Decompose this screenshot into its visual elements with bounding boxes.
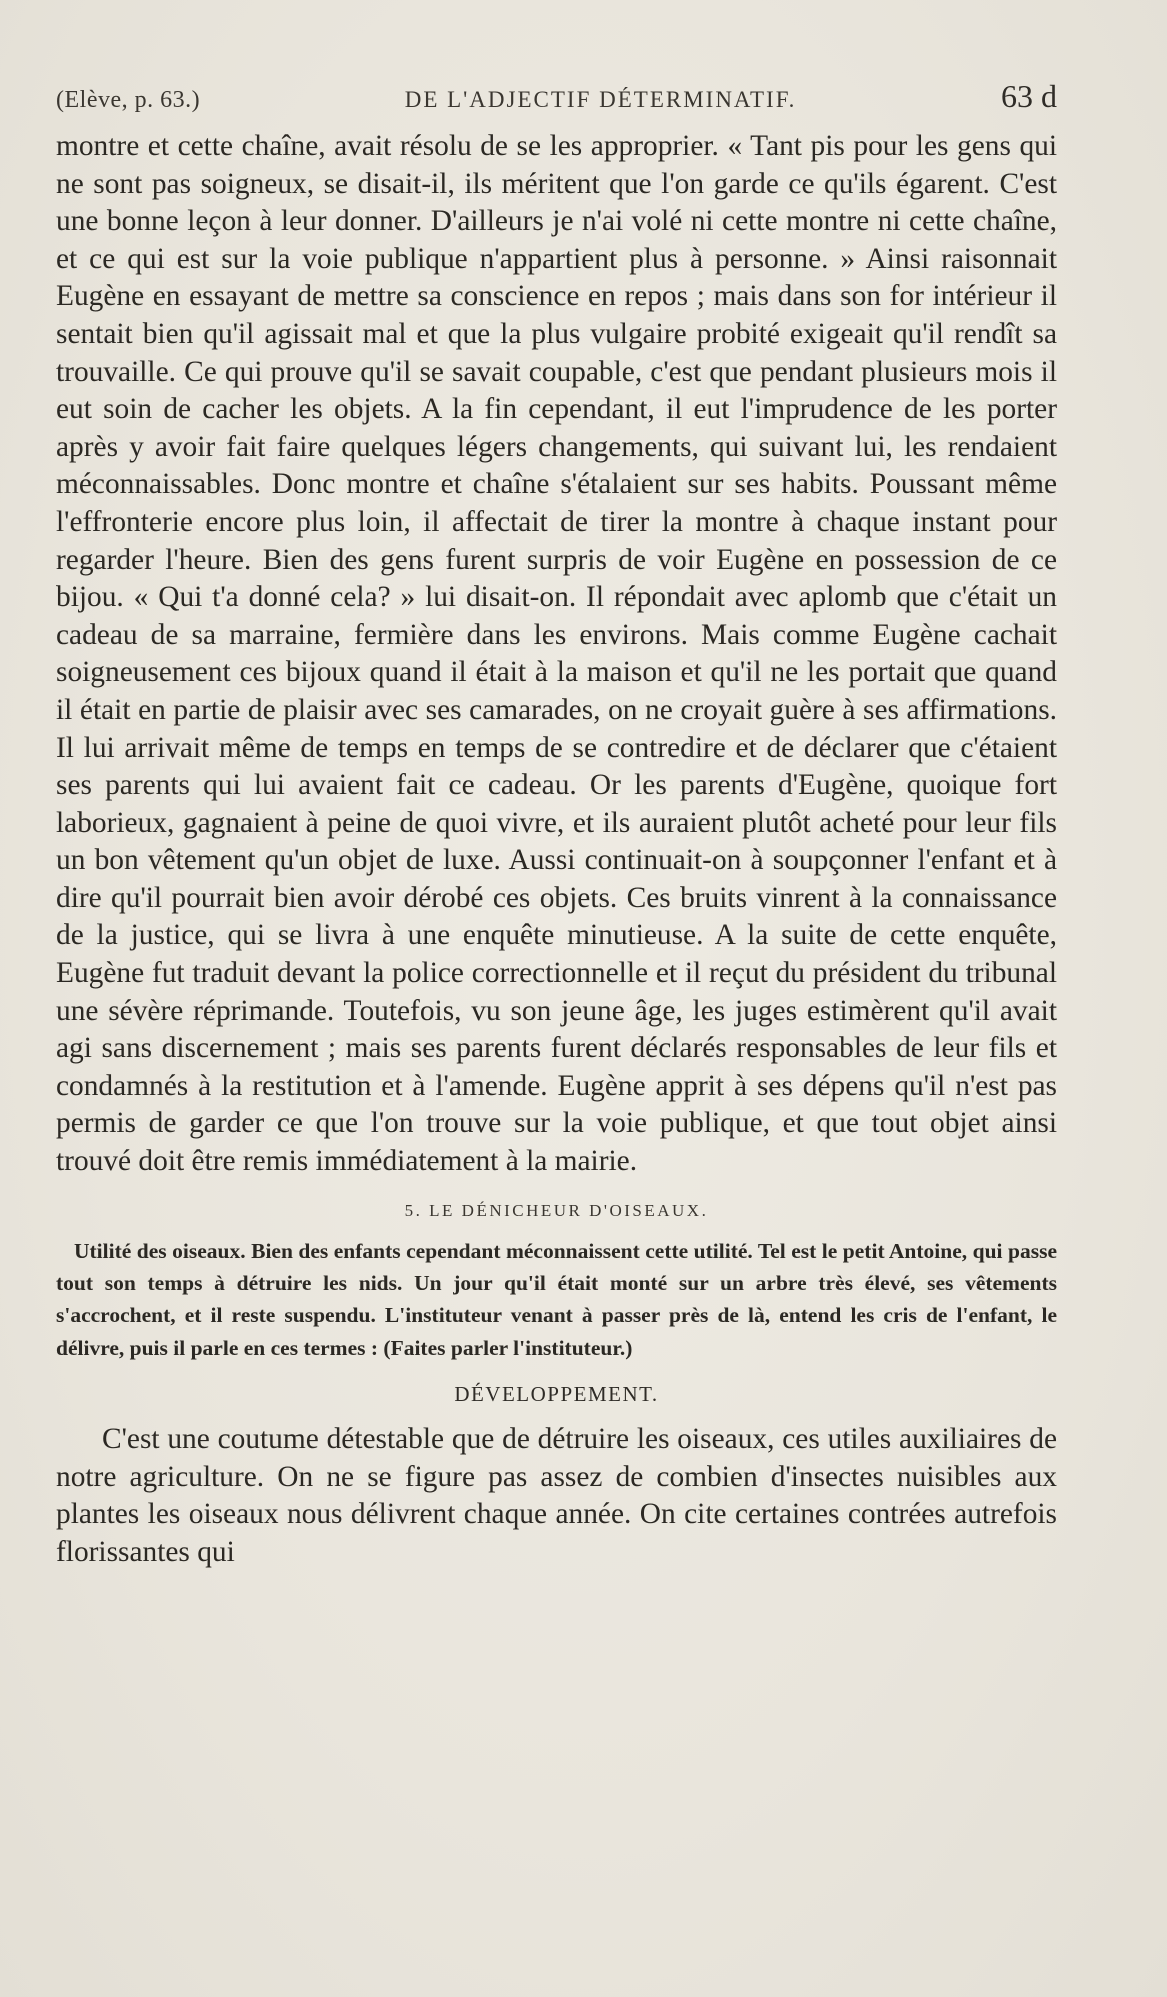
development-paragraph: C'est une coutume détestable que de détruire les oiseaux, ces utiles auxiliaires de notre agriculture. On ne se figure pas assez de combien d'insectes nuisibles aux plantes les oiseaux nous délivrent chaque année. On cite certaines contrées autrefois florissantes qui (56, 1423, 1057, 1569)
section-heading: 5. LE DÉNICHEUR D'OISEAUX. (404, 1200, 709, 1220)
main-text-paragraph: montre et cette chaîne, avait résolu de se les approprier. « Tant pis pour les gens qui ne sont pas soigneux, se disait-il, ils méritent que l'on garde ce qu'ils égarent. C'est une bonne leçon à leur donner. D'ailleurs je n'ai volé ni cette montre ni cette chaîne, et ce qui est sur la voie publique n'appartient plus à personne. » Ainsi raisonnait Eugène en essayant de mettre sa conscience en repos ; mais dans son for intérieur il sentait bien qu'il agissait mal et que la plus vulgaire probité exigeait qu'il rendît sa trouvaille. Ce qui prouve qu'il se savait coupable, c'est que pendant plusieurs mois il eut soin de cacher les objets. A la fin cependant, il eut l'imprudence de les porter après y avoir fait faire quelques légers changements, qui suivant lui, les rendaient méconnaissables. Donc montre et chaîne s'étalaient sur ses habits. Poussant même l'effronterie encore plus loin, il affectait de tirer la montre à chaque instant pour regarder l'heure. Bien des gens furent surpris de voir Eugène en possession de ce bijou. « Qui t'a donné cela? » lui disait-on. Il répondait avec aplomb que c'était un cadeau de sa marraine, fermière dans les environs. Mais comme Eugène cachait soigneusement ces bijoux quand il était à la maison et qu'il ne les portait que quand il était en partie de plaisir avec ses camarades, on ne croyait guère à ses affirmations. Il lui arrivait même de temps en temps de se contredire et de déclarer que c'étaient ses parents qui lui avaient fait ce cadeau. Or les parents d'Eugène, quoique fort laborieux, gagnaient à peine de quoi vivre, et ils auraient plutôt acheté pour leur fils un bon vêtement qu'un objet de luxe. Aussi continuait-on à soupçonner l'enfant et à dire qu'il pourrait bien avoir dérobé ces objets. Ces bruits vinrent à la connaissance de la justice, qui se livra à une enquête minutieuse. A la suite de cette enquête, Eugène fut traduit devant la police correctionnelle et il reçut du président du tribunal une sévère réprimande. Toutefois, vu son jeune âge, les juges estimèrent qu'il avait agi sans discernement ; mais ses parents furent déclarés responsables de leur fils et condamnés à la restitution et à l'amende. Eugène apprit à ses dépens qu'il n'est pas permis de garder ce que l'on trouve sur la voie publique, et que tout objet ainsi trouvé doit être remis immédiatement à la mairie. (56, 130, 1057, 1178)
running-head (56, 78, 1057, 122)
running-head-title: DE L'ADJECTIF DÉTERMINATIF. (404, 87, 797, 112)
development-heading: DÉVELOPPEMENT. (454, 1382, 659, 1407)
page-number: 63 d (1000, 78, 1057, 114)
section-summary: Utilité des oiseaux. Bien des enfants cependant méconnaissent cette utilité. Tel est le petit Antoine, qui passe tout son temps à détruire les nids. Un jour qu'il était monté sur un arbre très élevé, ses vêtements s'accrochent, et il reste suspendu. L'instituteur venant à passer près de là, entend les cris de l'enfant, le délivre, puis il parle en ces termes : (Faites parler l'instituteur.) (56, 1238, 1057, 1360)
running-head-reference: (Elève, p. 63.) (56, 87, 201, 113)
